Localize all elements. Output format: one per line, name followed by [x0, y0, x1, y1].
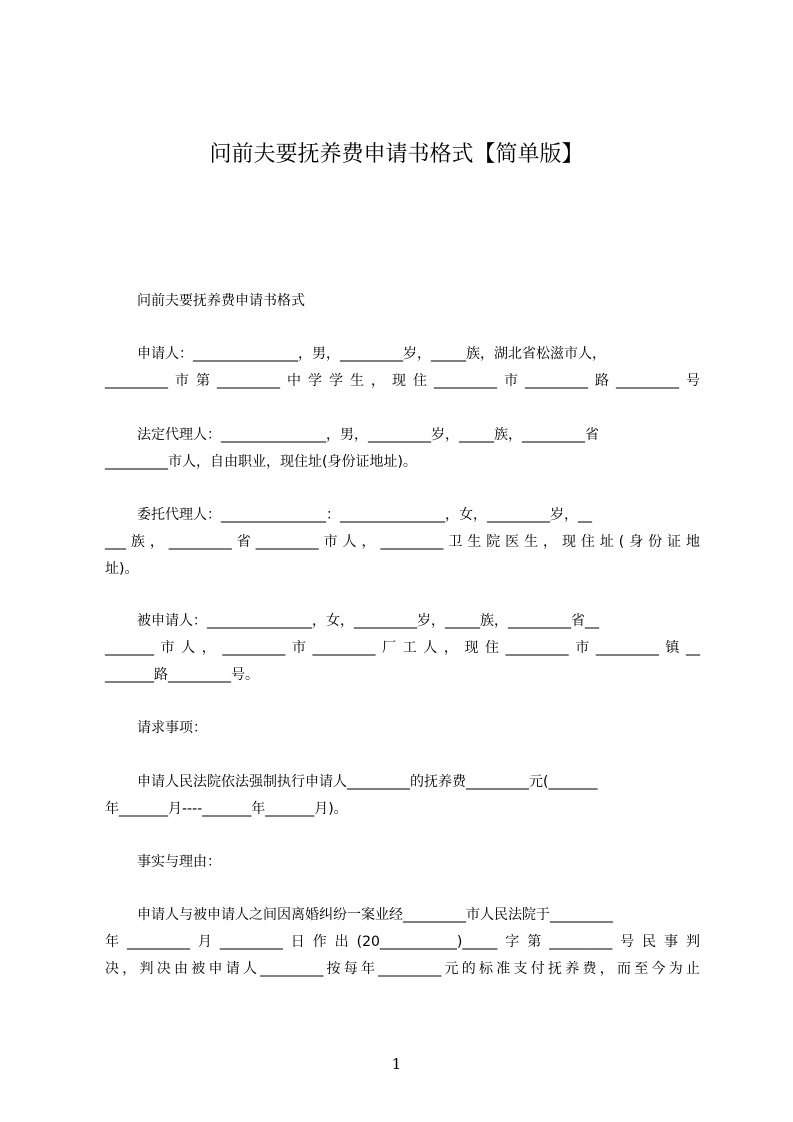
respondent-line-1: 被申请人：_______________，女，_________岁，_____族，_________省__	[137, 613, 599, 629]
agent-line-2: ___族，_________省_________市人，_________卫生院医生，现住址(身份证地	[105, 534, 700, 550]
request-heading: 请求事项：	[137, 720, 207, 736]
request-line-2: 年_______月----_______年_______月)。	[105, 801, 348, 817]
request-line-1: 申请人民法院依法强制执行申请人_________的抚养费_________元(_______	[137, 774, 598, 790]
facts-line-2: 年_________月_________日作出(20___________)_____字第_________号民事判	[105, 934, 700, 950]
legal-rep-line-2: _________市人，自由职业，现住址(身份证地址)。	[105, 454, 417, 470]
page-number: 1	[391, 1055, 402, 1073]
legal-rep-line-1: 法定代理人：_______________，男，_________岁，_____族，_________省	[137, 427, 599, 443]
document-title: 问前夫要抚养费申请书格式【简单版】	[209, 142, 584, 167]
agent-line-1: 委托代理人：_______________：_______________，女，_________岁，__	[137, 507, 592, 523]
applicant-line-2: _________市第_________中学学生，现住_________市_________路_________号	[105, 373, 700, 389]
facts-line-3: 决，判决由被申请人_________按每年_________元的标准支付抚养费，而至今为止	[105, 961, 700, 977]
facts-heading: 事实与理由：	[137, 854, 221, 870]
agent-line-3: 址)。	[105, 561, 139, 577]
applicant-line-1: 申请人：_______________，男，_________岁，_____族，湖北省松滋市人，	[137, 346, 606, 362]
respondent-line-2: _______市人，_________市_________厂工人，现住_________市_________镇__	[105, 640, 700, 656]
respondent-line-3: _______路_________号。	[105, 667, 259, 683]
facts-line-1: 申请人与被申请人之间因离婚纠纷一案业经_________市人民法院于_________	[137, 907, 613, 923]
subtitle: 问前夫要抚养费申请书格式	[137, 293, 305, 309]
